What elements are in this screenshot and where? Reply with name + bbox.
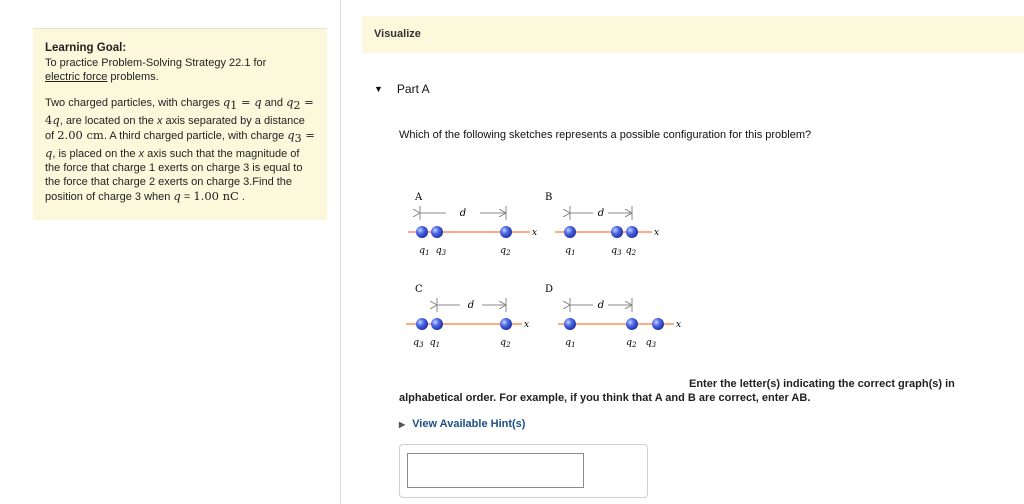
instructions-line-2: alphabetical order. For example, if you think that A and B are correct, enter AB. <box>399 392 811 404</box>
visualize-label: Visualize <box>374 28 421 40</box>
charge-q3 <box>652 318 664 330</box>
x-axis-label: x <box>532 228 538 238</box>
svg-text:x: x <box>524 320 530 330</box>
charge-q2 <box>626 318 638 330</box>
sketch-letter-b: B <box>545 192 553 203</box>
svg-text:q2: $q_2$ <box>500 337 511 349</box>
svg-text:q3q2: $q_3$ $q_2$ <box>611 245 637 257</box>
sketch-letter-d: D <box>545 284 554 295</box>
charge-q3 <box>416 318 428 330</box>
part-a-toggle[interactable] <box>374 82 430 96</box>
svg-text:d: d <box>597 208 605 219</box>
panel-divider <box>340 0 341 504</box>
problem-statement: Two charged particles, with charges $q_1 = q$ and $q_2 = 4q$, are located on the x axis separated by a distance of 2.00 cm. A third charged particle, with charge $q_3 = q$, is placed on the x axis such that the magnitude of the force that charge 1 exerts on charge 3 is equal to the force that charge 2 exerts on charge 3.Find the position of charge 3 when q = 1.00 nC . <box>45 95 315 204</box>
answer-container <box>399 444 648 498</box>
configuration-sketches <box>390 180 710 360</box>
charge-labels-left: $q_1$ $q_3$ <box>419 245 447 257</box>
caret-down-icon: ▼ <box>374 84 383 94</box>
sketch-panel-c <box>406 284 529 349</box>
sketch-letter-a: A <box>415 192 423 203</box>
view-hints-label: View Available Hint(s) <box>412 418 526 430</box>
question-text: Which of the following sketches represents a possible configuration for this problem? <box>399 129 812 141</box>
svg-text:d: d <box>467 300 475 311</box>
svg-text:x: x <box>676 320 682 330</box>
sketch-panel-d <box>545 284 681 349</box>
charge-q1 <box>416 226 428 238</box>
electric-force-link[interactable]: electric force <box>45 71 108 83</box>
charge-q1 <box>431 318 443 330</box>
learning-goal-heading: Learning Goal: <box>45 42 127 54</box>
caret-right-icon: ▶ <box>399 420 406 429</box>
sketch-panel-a <box>408 192 537 257</box>
svg-text:q2q3: $q_2$ $q_3$ <box>626 337 657 349</box>
charge-q1 <box>564 318 576 330</box>
svg-text:q1: $q_1$ <box>565 337 576 349</box>
visualize-header <box>362 16 1024 53</box>
learning-goal-panel <box>33 28 327 220</box>
charge-q2 <box>626 226 638 238</box>
distance-label: d <box>459 208 467 219</box>
charge-q3 <box>431 226 443 238</box>
sketch-letter-c: C <box>415 284 423 295</box>
part-a-label: Part A <box>396 82 430 96</box>
svg-text:d: d <box>597 300 605 311</box>
charge-q1 <box>564 226 576 238</box>
charge-q2 <box>500 226 512 238</box>
charge-q2 <box>500 318 512 330</box>
charge-label-right: $q_2$ <box>500 245 511 257</box>
svg-text:q3q1: $q_3$ $q_1$ <box>413 337 441 349</box>
svg-text:q1: $q_1$ <box>565 245 576 257</box>
sketch-panel-b <box>545 192 659 257</box>
view-hints-toggle[interactable] <box>399 418 525 430</box>
answer-input[interactable] <box>407 453 584 488</box>
charge-q3 <box>611 226 623 238</box>
learning-goal-intro: To practice Problem-Solving Strategy 22.1 for electric force problems. <box>45 57 267 83</box>
instructions-line-1: Enter the letter(s) indicating the correct graph(s) in <box>689 378 955 390</box>
svg-text:x: x <box>654 228 660 238</box>
